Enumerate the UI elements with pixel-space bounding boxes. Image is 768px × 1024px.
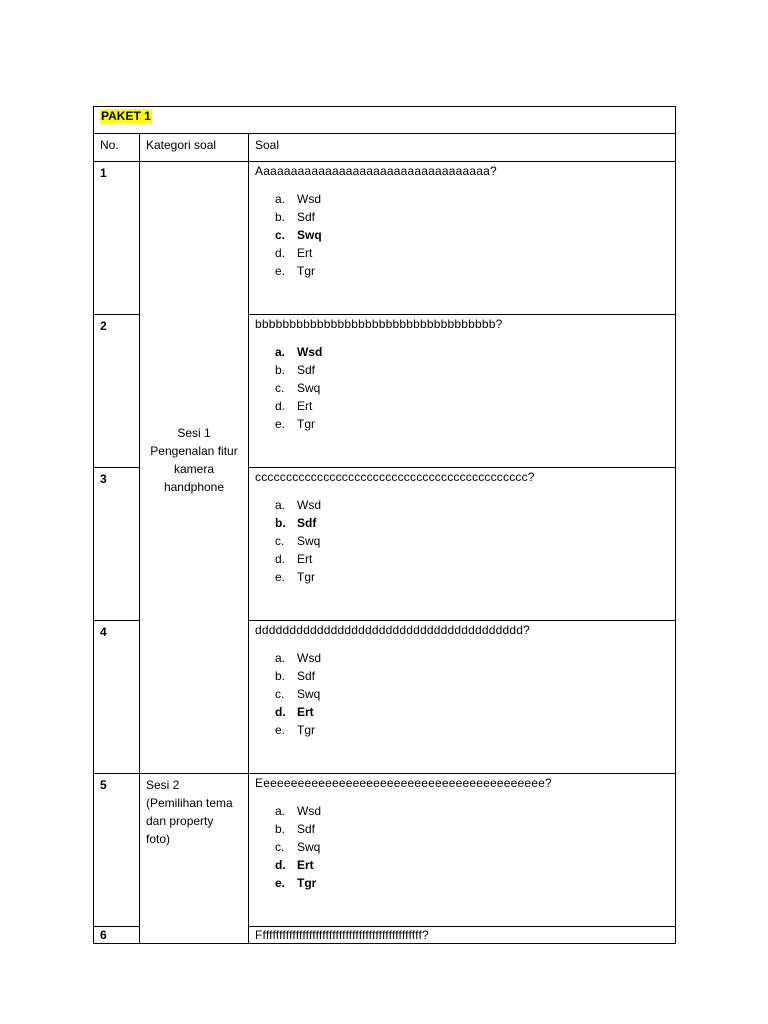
option-letter: d. <box>275 705 286 719</box>
header-row <box>94 134 676 162</box>
option-item <box>275 874 675 892</box>
option-item <box>275 208 675 226</box>
category-line: Pengenalan fitur <box>150 444 238 458</box>
category-line: (Pemilihan tema <box>146 796 233 810</box>
category-sesi-2 <box>140 774 249 944</box>
option-item <box>275 397 675 415</box>
option-letter: a. <box>275 498 286 512</box>
option-item <box>275 514 675 532</box>
options-list <box>249 496 675 586</box>
option-text: Tgr <box>297 876 317 890</box>
option-letter: a. <box>275 192 286 206</box>
header-question: Soal <box>255 138 280 152</box>
option-item <box>275 856 675 874</box>
question-text: Eeeeeeeeeeeeeeeeeeeeeeeeeeeeeeeeeeeeeeeeee? <box>255 776 552 790</box>
option-item <box>275 667 675 685</box>
question-text: bbbbbbbbbbbbbbbbbbbbbbbbbbbbbbbbbbb? <box>255 317 503 331</box>
option-item <box>275 568 675 586</box>
option-item <box>275 649 675 667</box>
question-number: 2 <box>100 319 107 333</box>
option-letter: d. <box>275 552 286 566</box>
question-row <box>94 162 676 315</box>
option-item <box>275 343 675 361</box>
option-text: Wsd <box>297 804 321 818</box>
header-no: No. <box>100 138 119 152</box>
option-item <box>275 685 675 703</box>
option-text: Ert <box>297 858 314 872</box>
option-text: Tgr <box>297 264 315 278</box>
question-number: 4 <box>100 625 107 639</box>
option-text: Sdf <box>297 210 316 224</box>
option-text: Wsd <box>297 651 321 665</box>
quiz-table <box>93 106 676 944</box>
question-number: 1 <box>100 166 107 180</box>
option-text: Swq <box>297 687 321 701</box>
options-list <box>249 190 675 280</box>
option-item <box>275 532 675 550</box>
option-letter: b. <box>275 822 286 836</box>
question-text: ddddddddddddddddddddddddddddddddddddddd? <box>255 623 530 637</box>
option-item <box>275 361 675 379</box>
option-item <box>275 550 675 568</box>
question-row <box>94 774 676 927</box>
option-text: Swq <box>297 381 321 395</box>
option-item <box>275 802 675 820</box>
option-item <box>275 226 675 244</box>
category-line: foto) <box>146 832 171 846</box>
category-line: Sesi 1 <box>177 426 211 440</box>
option-item <box>275 721 675 739</box>
option-letter: a. <box>275 345 286 359</box>
option-text: Sdf <box>297 516 317 530</box>
question-number: 6 <box>100 928 107 942</box>
option-item <box>275 838 675 856</box>
option-text: Sdf <box>297 363 316 377</box>
option-text: Sdf <box>297 669 316 683</box>
option-item <box>275 244 675 262</box>
question-text: cccccccccccccccccccccccccccccccccccccccccccc? <box>255 470 535 484</box>
category-line: handphone <box>163 480 225 494</box>
option-letter: e. <box>275 876 286 890</box>
option-text: Wsd <box>297 192 321 206</box>
options-list <box>249 649 675 739</box>
option-item <box>275 703 675 721</box>
package-row <box>94 107 676 134</box>
option-letter: b. <box>275 516 286 530</box>
category-line: Sesi 2 <box>146 778 180 792</box>
option-item <box>275 496 675 514</box>
option-item <box>275 415 675 433</box>
category-line: kamera <box>173 462 214 476</box>
option-item <box>275 262 675 280</box>
category-sesi-1 <box>140 162 249 774</box>
option-text: Ert <box>297 705 314 719</box>
option-letter: c. <box>275 228 286 242</box>
question-number: 5 <box>100 778 107 792</box>
option-text: Sdf <box>297 822 316 836</box>
option-letter: d. <box>275 246 286 260</box>
option-text: Ert <box>297 552 313 566</box>
option-text: Wsd <box>297 498 321 512</box>
option-text: Wsd <box>297 345 323 359</box>
option-letter: c. <box>275 687 285 701</box>
option-letter: c. <box>275 840 285 854</box>
option-item <box>275 379 675 397</box>
options-list <box>249 802 675 892</box>
option-letter: c. <box>275 381 285 395</box>
options-list <box>249 343 675 433</box>
option-text: Tgr <box>297 723 315 737</box>
option-letter: d. <box>275 858 286 872</box>
option-item <box>275 190 675 208</box>
option-letter: e. <box>275 570 286 584</box>
category-line: dan property <box>146 814 214 828</box>
option-text: Ert <box>297 246 313 260</box>
header-category: Kategori soal <box>146 138 217 152</box>
question-text: Fffffffffffffffffffffffffffffffffffffffffffffffff? <box>255 928 429 942</box>
option-letter: a. <box>275 651 286 665</box>
option-text: Swq <box>297 534 321 548</box>
option-letter: a. <box>275 804 286 818</box>
option-letter: b. <box>275 669 286 683</box>
option-letter: b. <box>275 363 286 377</box>
option-text: Swq <box>297 228 322 242</box>
option-item <box>275 820 675 838</box>
question-number: 3 <box>100 472 107 486</box>
package-label: PAKET 1 <box>101 109 151 123</box>
option-letter: e. <box>275 723 286 737</box>
option-text: Tgr <box>297 417 315 431</box>
question-text: Aaaaaaaaaaaaaaaaaaaaaaaaaaaaaaaaaa? <box>255 164 497 178</box>
option-text: Ert <box>297 399 313 413</box>
option-letter: e. <box>275 417 286 431</box>
option-letter: d. <box>275 399 286 413</box>
option-text: Swq <box>297 840 321 854</box>
option-letter: c. <box>275 534 285 548</box>
quiz-document <box>93 106 675 944</box>
option-letter: e. <box>275 264 286 278</box>
option-letter: b. <box>275 210 286 224</box>
option-text: Tgr <box>297 570 315 584</box>
